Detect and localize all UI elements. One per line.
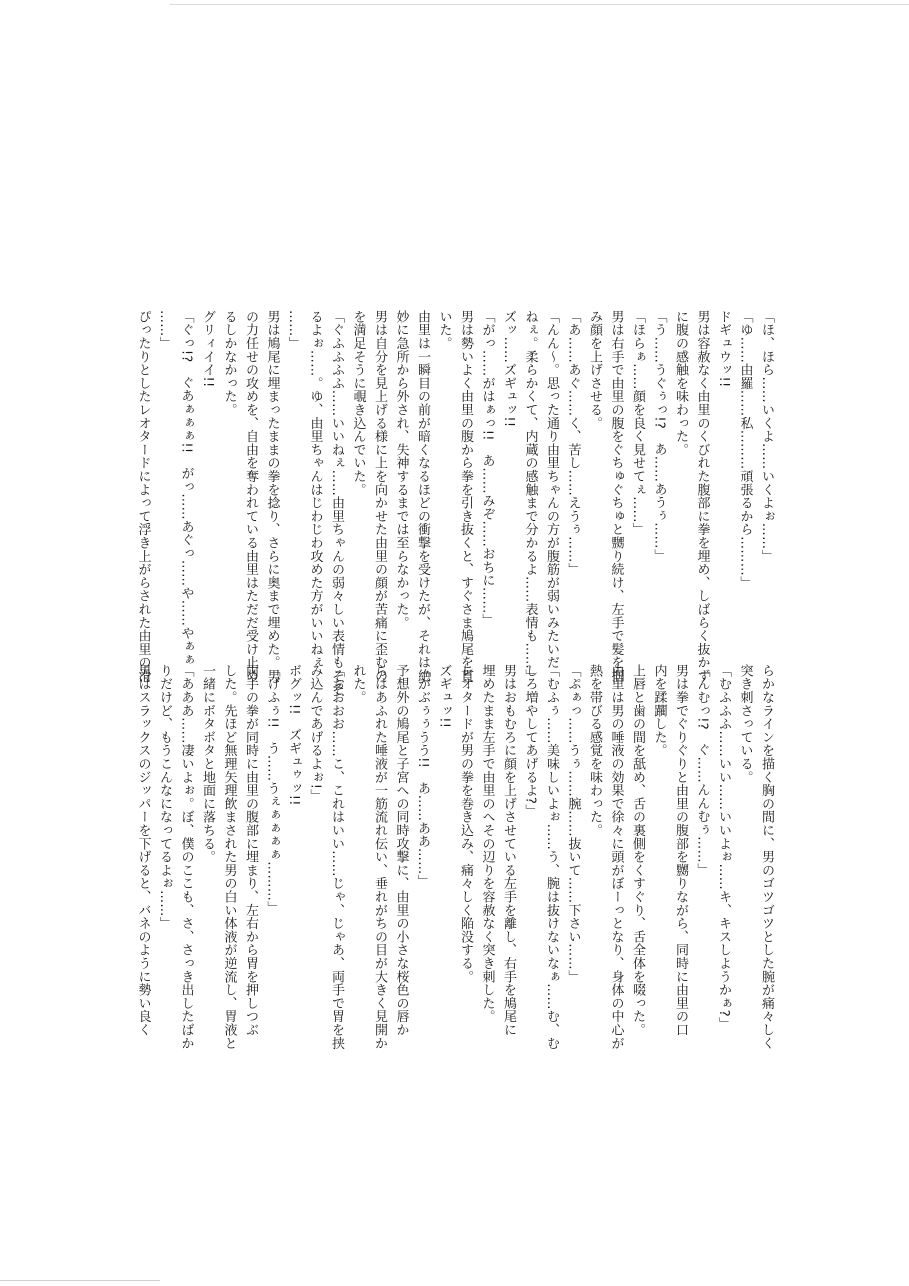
text-line: 男は勢いよく由里の腹から拳を引き抜くと、すぐさま鳩尾を貫 [458,310,473,683]
text-line: 上唇と歯の間を舐め、舌の裏側をくすぐり、舌全体を啜った。 [630,664,645,1037]
text-line: らかなラインを描く胸の間に、男のゴツゴツとした腕が痛々しく [759,664,774,1050]
text-line: 両手の拳が同時に由里の腹部に埋まり、左右から胃を押しつぶ [243,664,258,1037]
lower-text-column [135,664,777,1050]
text-line: ボグッ!! ズギュゥッ!! [286,664,301,806]
text-line: 「う……うぐぅっ!? あ……あうぅ……」 [651,310,667,563]
text-line: 男は鳩尾に埋まったままの拳を捻り、さらに奥まで埋めた。男 [264,310,280,683]
top-edge-rule [170,4,909,5]
text-line: 由里は一瞬目の前が暗くなるほどの衝撃を受けたが、それは絶 [415,310,430,683]
text-line: を満足そうに覗き込んでいた。 [350,310,366,497]
text-line: 男は自分を見上げる様に上を向かせた由里の顔が苦痛に歪むの [372,310,387,683]
text-line: ズギュッ!! [436,664,452,729]
text-line: み顔を上げさせる。 [587,310,602,430]
text-line: 男はおもむろに顔を上げさせている左手を離し、右手を鳩尾に [501,664,516,1037]
text-line: ……」 [157,310,172,350]
text-line: 「ぐっ!? ぐあぁぁぁ!! がっ……あぐっ……や……やぁぁ [178,310,194,667]
text-line: 妙に急所から外され、失神するまでは至らなかった。 [393,310,409,630]
text-line: ねぇ。柔らかくて、内蔵の感触まで分かるよ……表情も……」 [522,310,538,683]
text-line: ズッ……ズギュッ!! [501,310,516,428]
text-line: 予想外の鳩尾と子宮への同時攻撃に、由里の小さな桜色の唇か [393,664,409,1037]
text-line: 「がっ……がはぁっ!! あ……みぞ……おちに……」 [479,310,495,627]
text-line: 「がぶぅぅうう!! あ……ああ……」 [415,664,430,888]
text-line: に腹の感触を味わった。 [673,310,688,457]
text-line: らはあふれた唾液が一筋流れ伝い、垂れがちの目が大きく見開か [372,664,387,1050]
text-line: 男は拳でぐりぐりと由里の腹部を嬲りながら、同時に由里の口 [673,664,688,1037]
text-line: 「ぷぁっ……うぅ……腕……抜いて……下さい……」 [565,664,581,984]
text-line: 内を蹂躙した。 [651,664,667,758]
text-line: 一緒にボタボタと地面に落ちる。 [200,664,215,864]
text-line: 「おおおお……こ、これはいい……じゃ、じゃあ、両手で胃を挟 [329,664,344,1050]
text-line: 熱を帯びる感覚を味わった。 [587,664,602,837]
text-line: 「ゆ……由羅……私………頑張るから………」 [737,310,753,590]
text-line: 「むふぅ……美味しいよぉ……う、腕は抜けないなぁ……む、む [544,664,559,1050]
text-line: 男は容赦なく由里のくびれた腹部に拳を埋め、しばらく抜かず [694,310,710,683]
text-line: 「あ……あぐ……く、苦し……えうぅ……」 [565,310,581,576]
text-line: しろ増やしてあげるよ?」 [522,664,538,818]
bottom-edge-rule [0,1280,160,1281]
text-line: ……」 [286,310,301,350]
text-line: れた。 [350,664,366,704]
text-line: 「ぐふふふふ……いいねぇ……由里ちゃんの弱々しい表情もそそ [329,310,344,696]
text-line: 「むふふふ……いい……いいよぉ……キ、キスしようかぁ?」 [716,664,731,1031]
text-line: み込んであげるよぉ!」 [307,664,323,803]
text-line: いた。 [436,310,452,350]
text-line: 「ほ、ほら……いくよ……いくよぉ……」 [759,310,774,563]
text-line: の力任せの攻めを、自由を奪われている由里はただだ受け止め [243,310,258,683]
text-line: るしかなかった。 [221,310,237,417]
text-line: るよぉ……。ゆ、由里ちゃんはじわじわ攻めた方がいいねぇ [307,310,323,670]
text-line: りだけど、もうこんなになってるよぉ……」 [157,664,172,930]
text-line: 「げふぅ!! う……うぇぁぁぁぁ………」 [264,664,280,915]
text-line: した。先ほど無理矢理飲まされた男の白い体液が逆流し、胃液と [221,664,237,1050]
text-line: 男は右手で由里の腹をぐちゅぐちゅと嬲り続け、左手で髪を掴 [608,310,624,683]
text-line: 「ほらぁ……顔を良く見せてぇ……」 [630,310,645,537]
text-line: グリィイイ!! [200,310,215,388]
text-line: 「んん～。思った通り由里ちゃんの方が腹筋が弱いみたいだ [544,310,559,670]
text-line: レオタードが男の拳を巻き込み、痛々しく陥没する。 [458,664,473,984]
text-line: ドギュウッ!! [716,310,731,388]
text-line: ぴったりとしたレオタードによって浮き上がらされた由里の滑 [135,310,151,683]
upper-text-column [135,310,777,696]
text-line: 「あああ……凄いよぉ。ぼ、僕のここも、さ、さっき出したばか [178,664,194,1050]
text-line: 「んむっ!? ぐ……んんむぅ……」 [694,664,710,877]
text-line: 由里は男の唾液の効果で徐々に頭がぼーっとなり、身体の中心が [608,664,624,1050]
text-line: 埋めたまま左手で由里のへその辺りを容赦なく突き刺した。 [479,664,495,1024]
text-line: 男はスラックスのジッパーを下げると、バネのように勢い良く [135,664,151,1037]
text-line: 突き刺さっている。 [737,664,753,784]
